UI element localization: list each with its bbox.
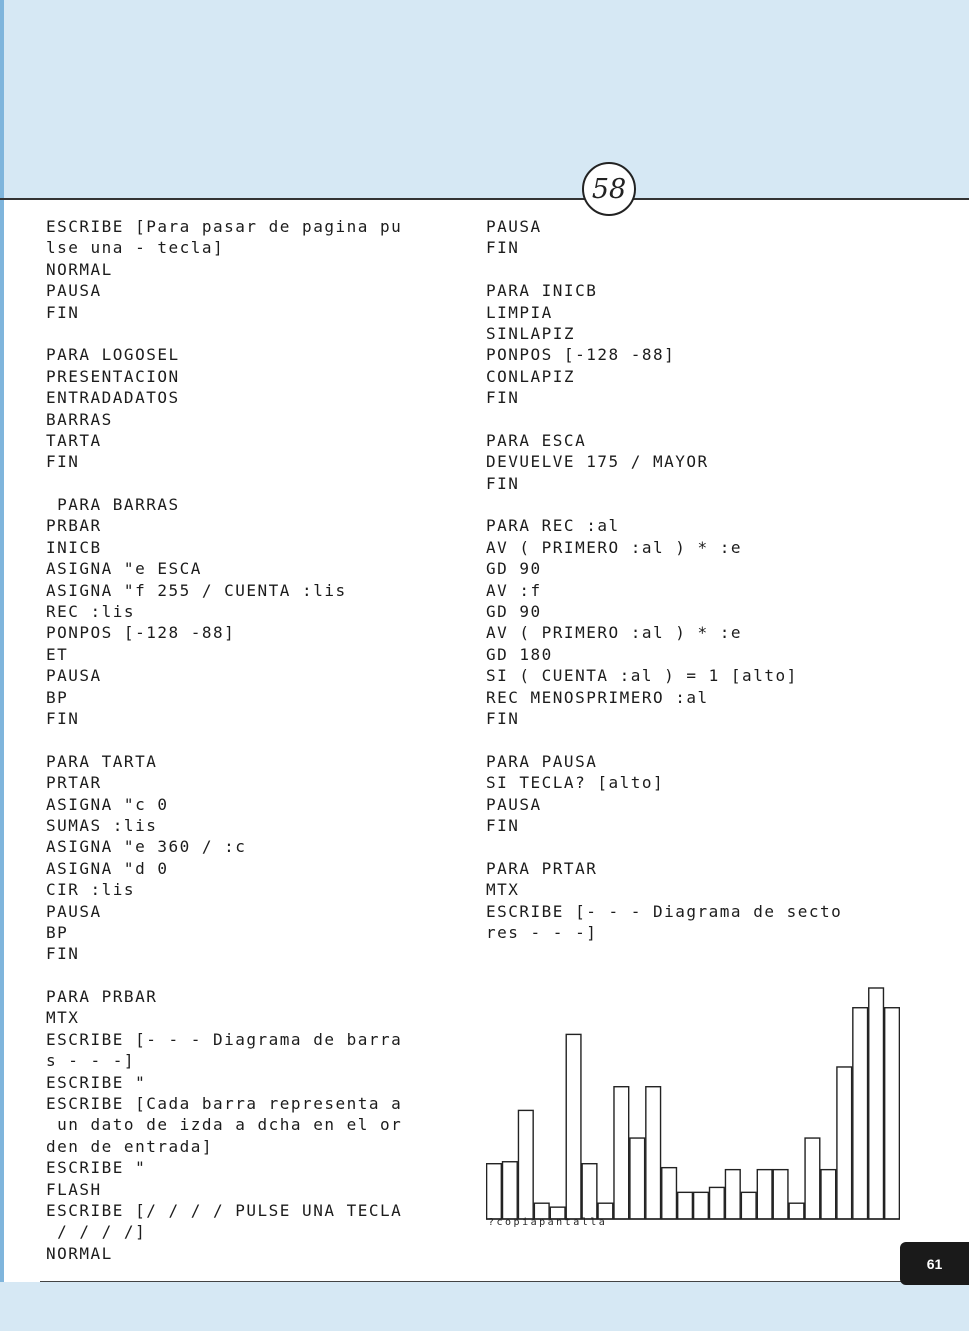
code-line: PRBAR <box>46 516 102 536</box>
code-line: INICB <box>46 537 102 557</box>
code-line: ASIGNA "f 255 / CUENTA :lis <box>46 580 347 600</box>
code-line: SUMAS :lis <box>46 815 158 835</box>
code-line: NORMAL <box>46 259 113 279</box>
bar <box>869 988 884 1219</box>
code-line: AV ( PRIMERO :al ) * :e <box>486 623 743 643</box>
blank-line <box>486 494 906 515</box>
code-line: ESCRIBE [Cada barra representa a <box>46 1094 403 1114</box>
bar <box>630 1138 645 1219</box>
code-line: MTX <box>486 880 520 900</box>
code-line: PAUSA <box>46 901 102 921</box>
code-line: ESCRIBE " <box>46 1158 147 1178</box>
bar-chart <box>486 985 900 1222</box>
code-line: PONPOS [-128 -88] <box>486 345 676 365</box>
bar <box>614 1087 629 1219</box>
blank-line <box>486 729 906 750</box>
code-line: GD 180 <box>486 644 553 664</box>
bar <box>503 1162 518 1219</box>
code-line: PAUSA <box>486 217 542 236</box>
code-line: PARA PRBAR <box>46 987 158 1007</box>
bar <box>678 1192 693 1219</box>
code-line: FIN <box>486 388 520 408</box>
code-line: ASIGNA "e ESCA <box>46 559 202 579</box>
bar <box>518 1110 533 1219</box>
code-line: FIN <box>486 238 520 258</box>
chart-caption: ?copiapantalla <box>488 1217 608 1228</box>
code-line: SINLAPIZ <box>486 323 576 343</box>
code-line: lse una - tecla] <box>46 238 225 258</box>
code-line: ASIGNA "c 0 <box>46 794 169 814</box>
code-line: REC :lis <box>46 602 136 622</box>
code-line: PRTAR <box>46 773 102 793</box>
code-line: LIMPIA <box>486 302 553 322</box>
code-line: FIN <box>46 708 80 728</box>
code-line: PARA INICB <box>486 281 598 301</box>
code-line: ESCRIBE [/ / / / PULSE UNA TECLA <box>46 1200 403 1220</box>
bar <box>837 1067 852 1219</box>
code-line: ESCRIBE " <box>46 1072 147 1092</box>
code-line: FIN <box>46 452 80 472</box>
bar <box>710 1187 725 1219</box>
code-line: PARA PAUSA <box>486 751 598 771</box>
bar <box>805 1138 820 1219</box>
blank-line <box>46 323 466 344</box>
blank-line <box>46 473 466 494</box>
bar <box>821 1170 836 1219</box>
bar <box>725 1170 740 1219</box>
code-line: FIN <box>486 473 520 493</box>
code-line: SI TECLA? [alto] <box>486 773 665 793</box>
listing-number-badge: 58 <box>582 162 636 216</box>
code-line: PARA TARTA <box>46 751 158 771</box>
code-line: ESCRIBE [- - - Diagrama de barra <box>46 1029 403 1049</box>
code-line: NORMAL <box>46 1243 113 1263</box>
code-line: PRESENTACION <box>46 366 180 386</box>
code-line: s - - -] <box>46 1051 136 1071</box>
code-line: ENTRADADATOS <box>46 388 180 408</box>
code-line: ESCRIBE [Para pasar de pagina pu <box>46 217 403 236</box>
code-line: BP <box>46 687 69 707</box>
code-line: ASIGNA "d 0 <box>46 858 169 878</box>
code-line: den de entrada] <box>46 1136 213 1156</box>
bottom-color-band <box>0 1282 969 1331</box>
code-line: REC MENOSPRIMERO :al <box>486 687 709 707</box>
page-number-tab: 61 <box>900 1242 969 1285</box>
code-line: PONPOS [-128 -88] <box>46 623 236 643</box>
blank-line <box>486 836 906 857</box>
code-line: PARA ESCA <box>486 430 587 450</box>
code-line: res - - -] <box>486 922 598 942</box>
code-line: PARA LOGOSEL <box>46 345 180 365</box>
code-line: FIN <box>486 815 520 835</box>
header-rule <box>0 198 969 200</box>
code-line: DEVUELVE 175 / MAYOR <box>486 452 709 472</box>
code-line: GD 90 <box>486 602 542 622</box>
code-line: BP <box>46 922 69 942</box>
bar <box>773 1170 788 1219</box>
bar <box>694 1192 709 1219</box>
code-line: FIN <box>46 302 80 322</box>
bar <box>885 1008 900 1219</box>
blank-line <box>486 409 906 430</box>
bar <box>646 1087 661 1219</box>
code-column-right <box>486 216 906 943</box>
code-line: PARA PRTAR <box>486 858 598 878</box>
code-line: AV :f <box>486 580 542 600</box>
code-column-left <box>46 216 466 1264</box>
code-line: MTX <box>46 1008 80 1028</box>
bar <box>566 1034 581 1219</box>
code-line: FIN <box>46 944 80 964</box>
blank-line <box>46 965 466 986</box>
code-line: ET <box>46 644 69 664</box>
bar <box>789 1203 804 1219</box>
code-line: CIR :lis <box>46 880 136 900</box>
code-line: BARRAS <box>46 409 113 429</box>
code-line: PAUSA <box>486 794 542 814</box>
top-color-band <box>0 0 969 198</box>
blank-line <box>46 729 466 750</box>
code-line: ASIGNA "e 360 / :c <box>46 837 247 857</box>
code-line: FLASH <box>46 1179 102 1199</box>
code-line: AV ( PRIMERO :al ) * :e <box>486 537 743 557</box>
blank-line <box>486 259 906 280</box>
code-line: GD 90 <box>486 559 542 579</box>
bar <box>757 1170 772 1219</box>
code-line: SI ( CUENTA :al ) = 1 [alto] <box>486 666 798 686</box>
code-line: PAUSA <box>46 281 102 301</box>
bar <box>487 1164 502 1219</box>
code-line: FIN <box>486 708 520 728</box>
code-line: TARTA <box>46 430 102 450</box>
code-line: PARA REC :al <box>486 516 620 536</box>
bar <box>741 1192 756 1219</box>
code-line: un dato de izda a dcha en el or <box>46 1115 403 1135</box>
code-line: ESCRIBE [- - - Diagrama de secto <box>486 901 843 921</box>
code-line: / / / /] <box>46 1222 147 1242</box>
bar <box>853 1008 868 1219</box>
bar <box>582 1164 597 1219</box>
code-line: PARA BARRAS <box>46 495 180 515</box>
bar <box>662 1168 677 1219</box>
code-line: CONLAPIZ <box>486 366 576 386</box>
code-line: PAUSA <box>46 666 102 686</box>
